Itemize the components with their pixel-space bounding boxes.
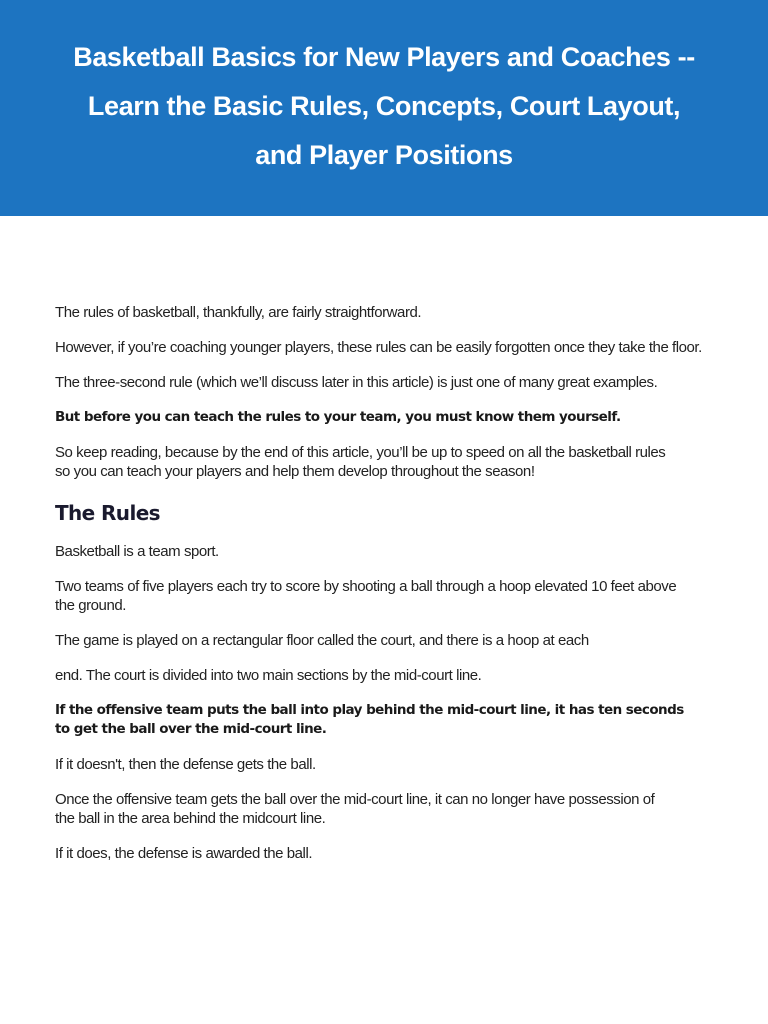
rules-paragraph-6: If it doesn't, then the defense gets the ball. <box>55 756 316 773</box>
rules-paragraph-4: end. The court is divided into two main sections by the mid-court line. <box>55 667 482 684</box>
section-heading-rules: The Rules <box>55 501 160 525</box>
intro-paragraph-5: So keep reading, because by the end of this article, you’ll be up to speed on all the basketball rules so you can teach your players and help them develop throughout the season! <box>55 444 666 480</box>
title-line-2: Learn the Basic Rules, Concepts, Court Layout, <box>87 90 681 121</box>
rules-paragraph-2: Two teams of five players each try to score by shooting a ball through a hoop elevated 10 feet above the ground. <box>55 578 677 614</box>
page-title <box>34 33 734 180</box>
title-line-3: and Player Positions <box>255 139 513 170</box>
rules-paragraph-7: Once the offensive team gets the ball over the mid-court line, it can no longer have possession of the ball in the area behind the midcourt line. <box>55 791 655 827</box>
title-banner <box>0 0 768 216</box>
intro-paragraph-2: However, if you’re coaching younger players, these rules can be easily forgotten once they take the floor. <box>55 339 702 356</box>
intro-paragraph-3: The three-second rule (which we’ll discuss later in this article) is just one of many great examples. <box>55 374 658 391</box>
intro-paragraph-1: The rules of basketball, thankfully, are fairly straightforward. <box>55 304 422 321</box>
article-body <box>55 303 755 879</box>
rules-paragraph-5-bold: If the offensive team puts the ball into play behind the mid-court line, it has ten seconds to get the ball over the mid-court line. <box>55 702 684 737</box>
rules-paragraph-8: If it does, the defense is awarded the ball. <box>55 845 313 862</box>
rules-paragraph-1: Basketball is a team sport. <box>55 543 219 560</box>
rules-paragraph-3: The game is played on a rectangular floor called the court, and there is a hoop at each <box>55 632 589 649</box>
title-line-1: Basketball Basics for New Players and Coaches -- <box>73 41 695 72</box>
intro-paragraph-4-bold: But before you can teach the rules to your team, you must know them yourself. <box>55 409 621 425</box>
